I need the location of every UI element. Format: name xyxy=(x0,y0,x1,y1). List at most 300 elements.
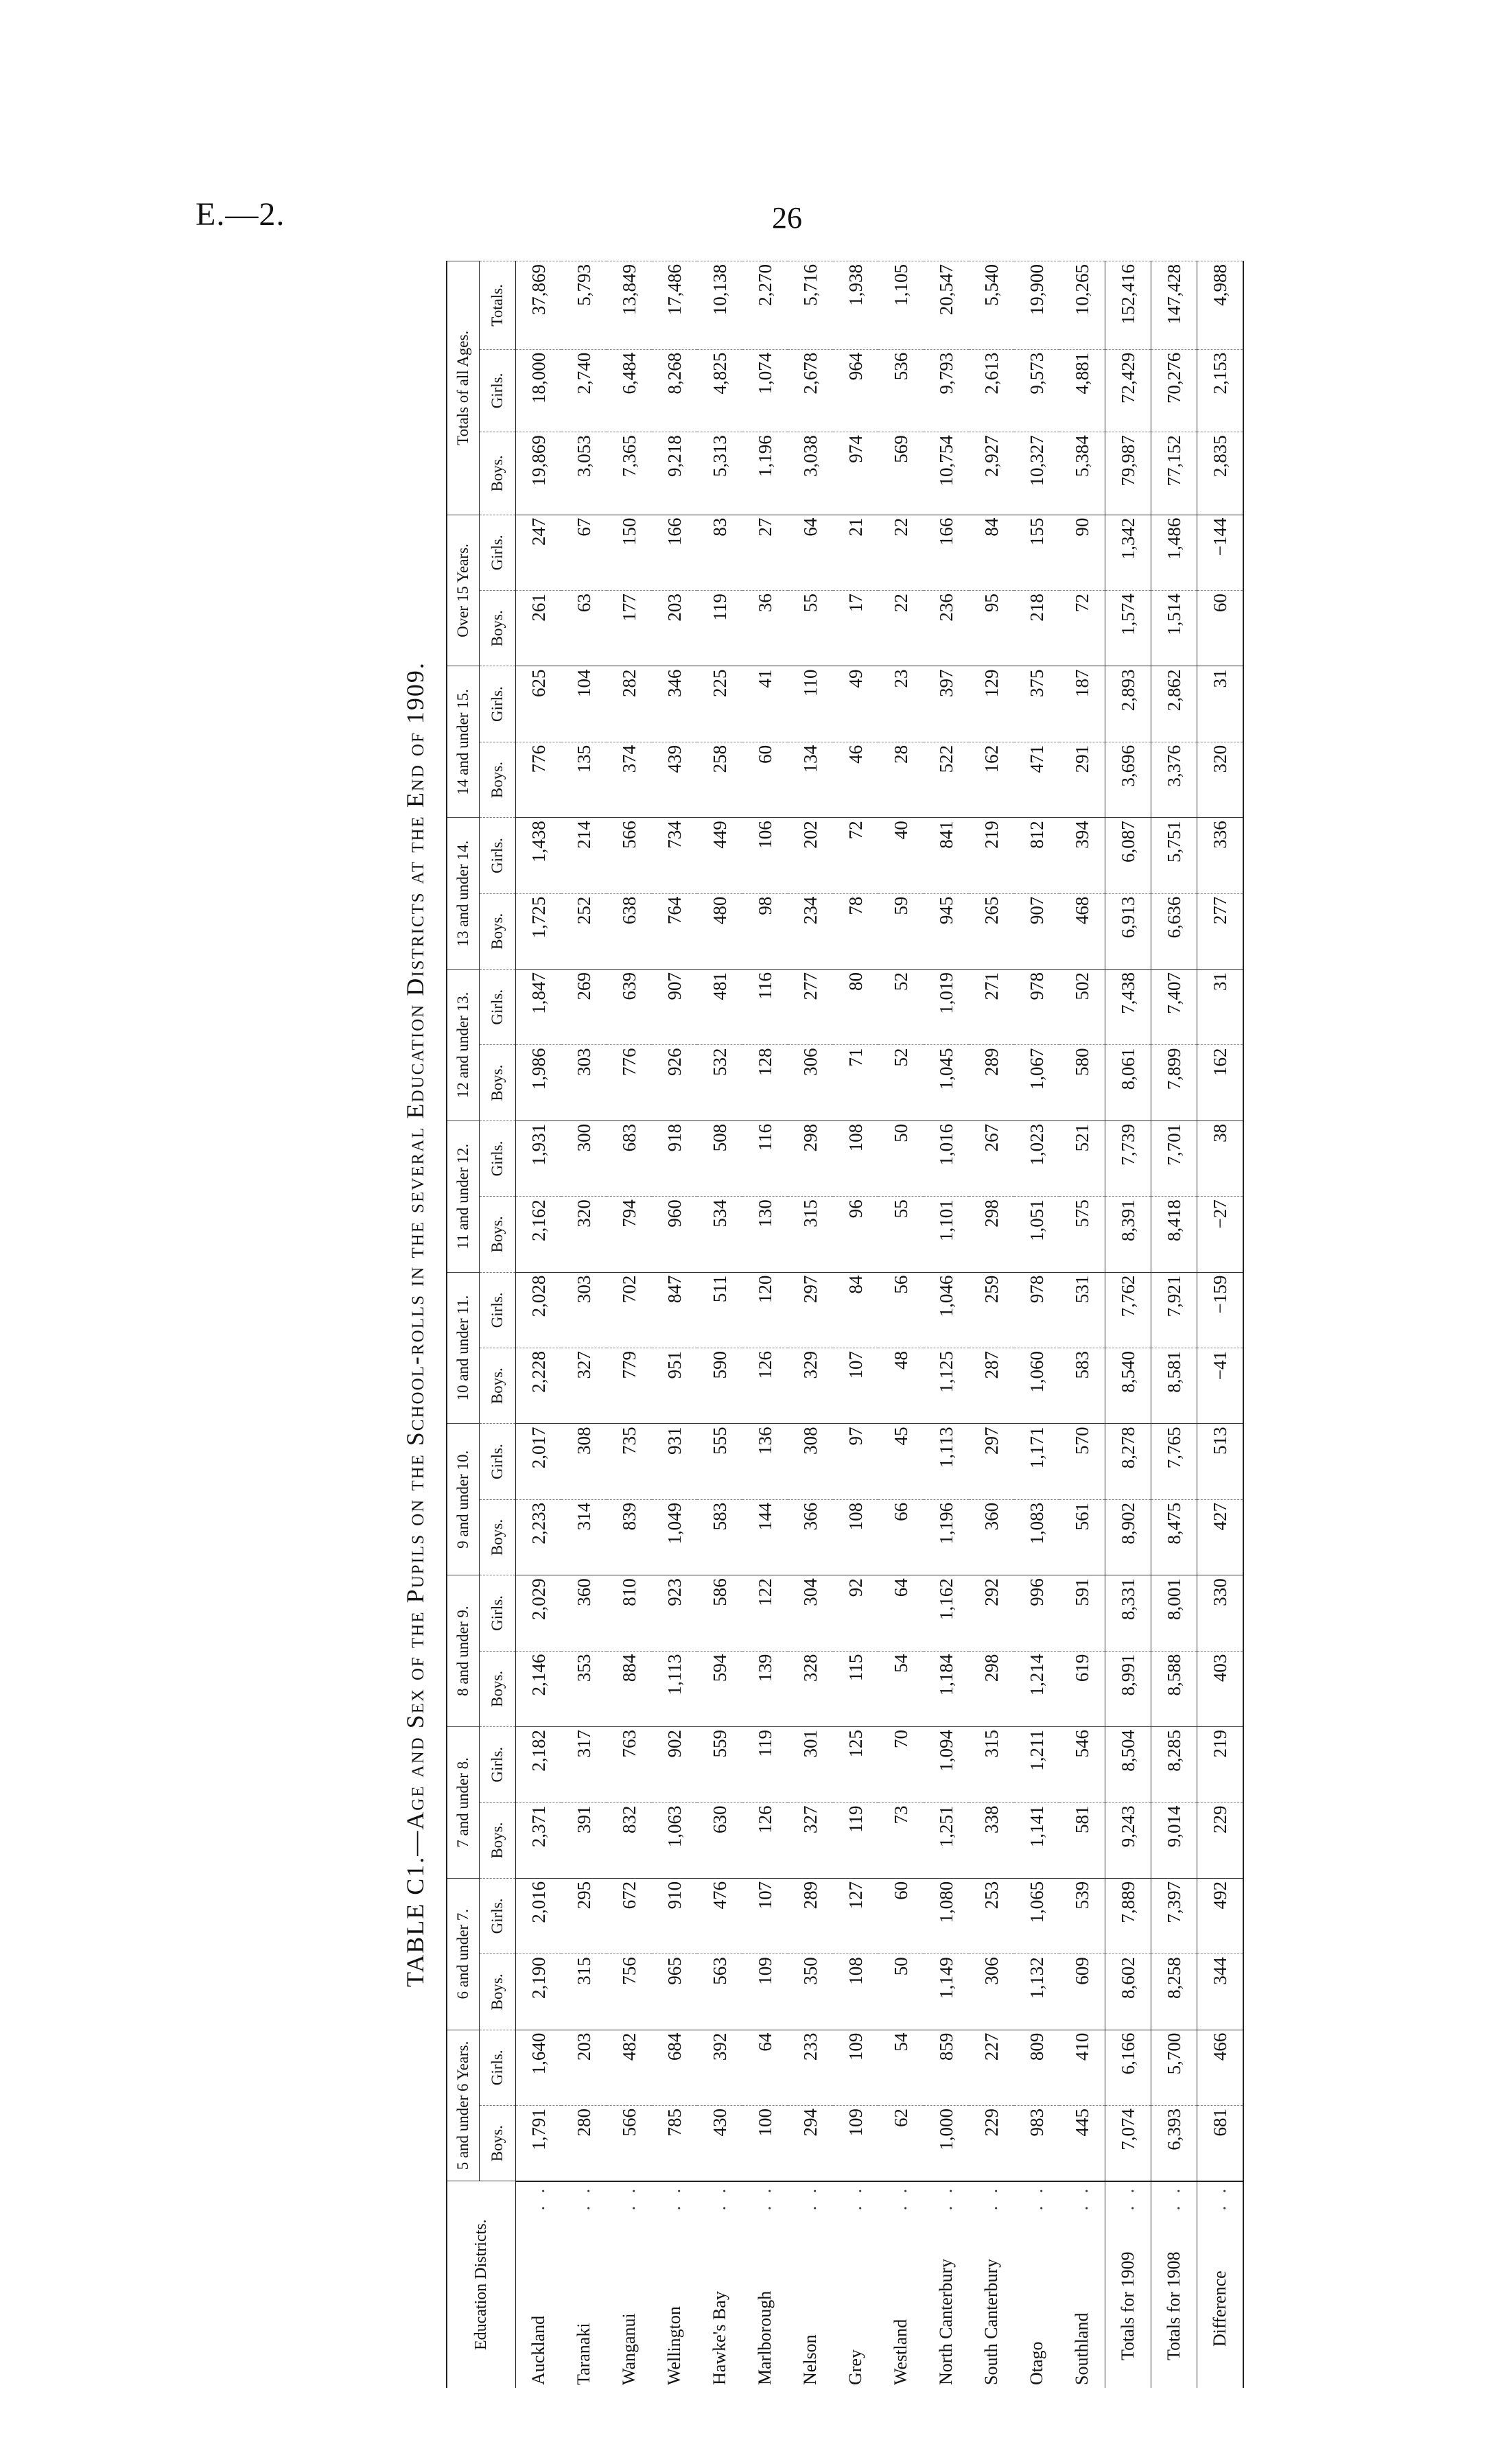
value-cell: 7,889 xyxy=(1105,1878,1151,1953)
value-cell: 2,678 xyxy=(788,349,833,432)
value-cell: 619 xyxy=(1059,1651,1105,1726)
value-cell: 66 xyxy=(878,1499,924,1575)
value-cell: 1,000 xyxy=(924,2106,969,2181)
value-cell: 70 xyxy=(878,1727,924,1803)
value-cell: 360 xyxy=(969,1499,1014,1575)
value-cell: 926 xyxy=(652,1045,697,1120)
table-row xyxy=(788,261,833,2389)
value-cell: 3,038 xyxy=(788,432,833,515)
value-cell: 139 xyxy=(742,1651,788,1726)
value-cell: 776 xyxy=(516,742,562,817)
district-name: Hawke's Bay xyxy=(709,2291,729,2385)
value-cell: 126 xyxy=(742,1803,788,1878)
value-cell: 1,063 xyxy=(652,1803,697,1878)
table-row xyxy=(833,261,878,2389)
value-cell: 6,636 xyxy=(1151,893,1197,969)
value-cell: 1,438 xyxy=(516,818,562,893)
age-group-header: 6 and under 7. xyxy=(447,1878,480,2030)
value-cell: 2,371 xyxy=(516,1803,562,1878)
leader-dots: . . xyxy=(528,2184,548,2211)
value-cell: 350 xyxy=(788,1954,833,2030)
value-cell: 1,080 xyxy=(924,1878,969,1953)
value-cell: 327 xyxy=(561,1348,607,1424)
value-cell: 5,700 xyxy=(1151,2030,1197,2105)
value-cell: 187 xyxy=(1059,666,1105,742)
value-cell: 177 xyxy=(607,591,652,666)
value-cell: 50 xyxy=(878,1120,924,1196)
value-cell: 1,486 xyxy=(1151,515,1197,590)
value-cell: 48 xyxy=(878,1348,924,1424)
value-cell: 4,988 xyxy=(1197,261,1244,350)
value-cell: 945 xyxy=(924,893,969,969)
value-cell: 559 xyxy=(697,1727,742,1803)
girls-subheader: Girls. xyxy=(480,1727,516,1803)
boys-subheader: Boys. xyxy=(480,1045,516,1120)
value-cell: 291 xyxy=(1059,742,1105,817)
value-cell: 910 xyxy=(652,1878,697,1953)
value-cell: 84 xyxy=(969,515,1014,590)
value-cell: 521 xyxy=(1059,1120,1105,1196)
value-cell: 8,278 xyxy=(1105,1424,1151,1499)
value-cell: 476 xyxy=(697,1878,742,1953)
value-cell: 6,913 xyxy=(1105,893,1151,969)
value-cell: 681 xyxy=(1197,2106,1244,2181)
value-cell: 2,893 xyxy=(1105,666,1151,742)
value-cell: 531 xyxy=(1059,1272,1105,1348)
value-cell: 317 xyxy=(561,1727,607,1803)
value-cell: 8,504 xyxy=(1105,1727,1151,1803)
value-cell: 2,028 xyxy=(516,1272,562,1348)
value-cell: 73 xyxy=(878,1803,924,1878)
value-cell: 403 xyxy=(1197,1651,1244,1726)
boys-subheader: Boys. xyxy=(480,1499,516,1575)
value-cell: 258 xyxy=(697,742,742,817)
leader-dots: . . xyxy=(891,2184,911,2211)
value-cell: 2,162 xyxy=(516,1197,562,1272)
value-cell: 907 xyxy=(652,970,697,1045)
value-cell: 328 xyxy=(788,1651,833,1726)
value-cell: 329 xyxy=(788,1348,833,1424)
value-cell: 90 xyxy=(1059,515,1105,590)
district-header: Education Districts. xyxy=(447,2181,516,2388)
value-cell: 5,716 xyxy=(788,261,833,350)
value-cell: 9,793 xyxy=(924,349,969,432)
value-cell: 109 xyxy=(833,2030,878,2105)
value-cell: 6,087 xyxy=(1105,818,1151,893)
boys-subheader: Boys. xyxy=(480,1197,516,1272)
leader-dots: . . xyxy=(981,2184,1001,2211)
district-name: Grey xyxy=(845,2349,865,2385)
value-cell: 684 xyxy=(652,2030,697,2105)
value-cell: 64 xyxy=(742,2030,788,2105)
value-cell: 1,065 xyxy=(1014,1878,1059,1953)
value-cell: −41 xyxy=(1197,1348,1244,1424)
leader-dots: . . xyxy=(1072,2184,1092,2211)
value-cell: 776 xyxy=(607,1045,652,1120)
girls-subheader: Girls. xyxy=(480,349,516,432)
value-cell: 2,182 xyxy=(516,1727,562,1803)
table-row xyxy=(652,261,697,2389)
value-cell: 320 xyxy=(561,1197,607,1272)
value-cell: 375 xyxy=(1014,666,1059,742)
value-cell: 960 xyxy=(652,1197,697,1272)
value-cell: 1,101 xyxy=(924,1197,969,1272)
value-cell: 2,228 xyxy=(516,1348,562,1424)
value-cell: 2,190 xyxy=(516,1954,562,2030)
leader-dots: . . xyxy=(1118,2184,1138,2211)
value-cell: 18,000 xyxy=(516,349,562,432)
value-cell: 996 xyxy=(1014,1575,1059,1651)
value-cell: 492 xyxy=(1197,1878,1244,1953)
value-cell: 1,514 xyxy=(1151,591,1197,666)
value-cell: 546 xyxy=(1059,1727,1105,1803)
value-cell: 1,214 xyxy=(1014,1651,1059,1726)
district-name-cell xyxy=(561,2181,607,2388)
value-cell: 60 xyxy=(1197,591,1244,666)
value-cell: 37,869 xyxy=(516,261,562,350)
value-cell: 513 xyxy=(1197,1424,1244,1499)
value-cell: 289 xyxy=(788,1878,833,1953)
value-cell: 566 xyxy=(607,2106,652,2181)
value-cell: 394 xyxy=(1059,818,1105,893)
value-cell: 64 xyxy=(788,515,833,590)
value-cell: 2,270 xyxy=(742,261,788,350)
value-cell: 265 xyxy=(969,893,1014,969)
value-cell: 84 xyxy=(833,1272,878,1348)
value-cell: 50 xyxy=(878,1954,924,2030)
district-name-cell xyxy=(924,2181,969,2388)
value-cell: 563 xyxy=(697,1954,742,2030)
value-cell: 6,393 xyxy=(1151,2106,1197,2181)
value-cell: 292 xyxy=(969,1575,1014,1651)
value-cell: 471 xyxy=(1014,742,1059,817)
value-cell: 109 xyxy=(833,2106,878,2181)
value-cell: 287 xyxy=(969,1348,1014,1424)
leader-dots: . . xyxy=(709,2184,729,2211)
value-cell: 1,171 xyxy=(1014,1424,1059,1499)
table-row xyxy=(1059,261,1105,2389)
value-cell: 60 xyxy=(878,1878,924,1953)
value-cell: 1,060 xyxy=(1014,1348,1059,1424)
value-cell: 327 xyxy=(788,1803,833,1878)
value-cell: 923 xyxy=(652,1575,697,1651)
value-cell: 539 xyxy=(1059,1878,1105,1953)
value-cell: 9,573 xyxy=(1014,349,1059,432)
value-cell: 1,141 xyxy=(1014,1803,1059,1878)
value-cell: 315 xyxy=(969,1727,1014,1803)
value-cell: 1,791 xyxy=(516,2106,562,2181)
district-name-cell xyxy=(1197,2181,1244,2388)
value-cell: 134 xyxy=(788,742,833,817)
value-cell: 104 xyxy=(561,666,607,742)
value-cell: 77,152 xyxy=(1151,432,1197,515)
value-cell: 28 xyxy=(878,742,924,817)
value-cell: 21 xyxy=(833,515,878,590)
value-cell: 918 xyxy=(652,1120,697,1196)
value-cell: 267 xyxy=(969,1120,1014,1196)
value-cell: 71 xyxy=(833,1045,878,1120)
value-cell: 1,574 xyxy=(1105,591,1151,666)
value-cell: 1,149 xyxy=(924,1954,969,2030)
value-cell: 22 xyxy=(878,515,924,590)
age-group-header: 9 and under 10. xyxy=(447,1424,480,1575)
value-cell: 41 xyxy=(742,666,788,742)
value-cell: 841 xyxy=(924,818,969,893)
value-cell: 60 xyxy=(742,742,788,817)
table-row xyxy=(1014,261,1059,2389)
value-cell: 346 xyxy=(652,666,697,742)
value-cell: 130 xyxy=(742,1197,788,1272)
value-cell: 303 xyxy=(561,1272,607,1348)
value-cell: 8,602 xyxy=(1105,1954,1151,2030)
district-name-cell xyxy=(833,2181,878,2388)
value-cell: 236 xyxy=(924,591,969,666)
value-cell: 8,475 xyxy=(1151,1499,1197,1575)
district-name-cell xyxy=(1014,2181,1059,2388)
value-cell: 23 xyxy=(878,666,924,742)
value-cell: 320 xyxy=(1197,742,1244,817)
value-cell: 100 xyxy=(742,2106,788,2181)
value-cell: 1,074 xyxy=(742,349,788,432)
leader-dots: . . xyxy=(1026,2184,1046,2211)
girls-subheader: Girls. xyxy=(480,1878,516,1953)
leader-dots: . . xyxy=(845,2184,865,2211)
value-cell: 884 xyxy=(607,1651,652,1726)
district-name: Totals for 1908 xyxy=(1164,2251,1184,2360)
value-cell: 166 xyxy=(652,515,697,590)
value-cell: 1,184 xyxy=(924,1651,969,1726)
value-cell: 360 xyxy=(561,1575,607,1651)
value-cell: 19,869 xyxy=(516,432,562,515)
value-cell: 202 xyxy=(788,818,833,893)
value-cell: 2,146 xyxy=(516,1651,562,1726)
value-cell: 64 xyxy=(878,1575,924,1651)
value-cell: 8,285 xyxy=(1151,1727,1197,1803)
table-title-text: Age and Sex of the Pupils on the School-rolls in the several Education Districts at the End of 1909. xyxy=(401,661,429,1830)
value-cell: 109 xyxy=(742,1954,788,2030)
value-cell: 162 xyxy=(1197,1045,1244,1120)
value-cell: 591 xyxy=(1059,1575,1105,1651)
value-cell: 812 xyxy=(1014,818,1059,893)
value-cell: 54 xyxy=(878,1651,924,1726)
district-name-cell xyxy=(742,2181,788,2388)
value-cell: 575 xyxy=(1059,1197,1105,1272)
value-cell: 135 xyxy=(561,742,607,817)
value-cell: 269 xyxy=(561,970,607,1045)
value-cell: 366 xyxy=(788,1499,833,1575)
value-cell: 5,793 xyxy=(561,261,607,350)
difference-row xyxy=(1197,261,1244,2389)
value-cell: 353 xyxy=(561,1651,607,1726)
sex-subheader-row xyxy=(480,261,516,2389)
table-body xyxy=(516,261,1244,2389)
value-cell: 214 xyxy=(561,818,607,893)
value-cell: 271 xyxy=(969,970,1014,1045)
value-cell: 55 xyxy=(788,591,833,666)
value-cell: 152,416 xyxy=(1105,261,1151,350)
value-cell: 1,094 xyxy=(924,1727,969,1803)
value-cell: 1,211 xyxy=(1014,1727,1059,1803)
value-cell: 7,701 xyxy=(1151,1120,1197,1196)
page-code: E.—2. xyxy=(196,196,285,233)
value-cell: 1,113 xyxy=(652,1651,697,1726)
value-cell: 410 xyxy=(1059,2030,1105,2105)
value-cell: 3,053 xyxy=(561,432,607,515)
value-cell: 638 xyxy=(607,893,652,969)
value-cell: 430 xyxy=(697,2106,742,2181)
value-cell: 931 xyxy=(652,1424,697,1499)
value-cell: 7,739 xyxy=(1105,1120,1151,1196)
value-cell: 304 xyxy=(788,1575,833,1651)
value-cell: 38 xyxy=(1197,1120,1244,1196)
value-cell: 594 xyxy=(697,1651,742,1726)
value-cell: 108 xyxy=(833,1120,878,1196)
value-cell: 247 xyxy=(516,515,562,590)
value-cell: 315 xyxy=(561,1954,607,2030)
value-cell: 55 xyxy=(878,1197,924,1272)
value-cell: 466 xyxy=(1197,2030,1244,2105)
age-group-header: 11 and under 12. xyxy=(447,1120,480,1272)
value-cell: 5,313 xyxy=(697,432,742,515)
value-cell: 7,438 xyxy=(1105,970,1151,1045)
value-cell: 8,331 xyxy=(1105,1575,1151,1651)
value-cell: 5,384 xyxy=(1059,432,1105,515)
value-cell: 702 xyxy=(607,1272,652,1348)
value-cell: 10,265 xyxy=(1059,261,1105,350)
value-cell: 52 xyxy=(878,970,924,1045)
value-cell: 308 xyxy=(561,1424,607,1499)
value-cell: −27 xyxy=(1197,1197,1244,1272)
value-cell: 847 xyxy=(652,1272,697,1348)
value-cell: 282 xyxy=(607,666,652,742)
value-cell: 391 xyxy=(561,1803,607,1878)
value-cell: 7,765 xyxy=(1151,1424,1197,1499)
value-cell: 297 xyxy=(969,1424,1014,1499)
value-cell: 203 xyxy=(561,2030,607,2105)
district-name: Nelson xyxy=(800,2334,820,2385)
value-cell: 10,138 xyxy=(697,261,742,350)
boys-subheader: Boys. xyxy=(480,893,516,969)
district-name: Difference xyxy=(1210,2271,1230,2347)
value-cell: 8,001 xyxy=(1151,1575,1197,1651)
value-cell: 764 xyxy=(652,893,697,969)
value-cell: 978 xyxy=(1014,1272,1059,1348)
girls-subheader: Girls. xyxy=(480,1120,516,1196)
value-cell: 261 xyxy=(516,591,562,666)
value-cell: 951 xyxy=(652,1348,697,1424)
value-cell: 2,613 xyxy=(969,349,1014,432)
value-cell: 300 xyxy=(561,1120,607,1196)
value-cell: 303 xyxy=(561,1045,607,1120)
value-cell: 219 xyxy=(969,818,1014,893)
value-cell: 7,921 xyxy=(1151,1272,1197,1348)
value-cell: 2,233 xyxy=(516,1499,562,1575)
value-cell: 1,251 xyxy=(924,1803,969,1878)
value-cell: 40 xyxy=(878,818,924,893)
value-cell: 7,762 xyxy=(1105,1272,1151,1348)
value-cell: 52 xyxy=(878,1045,924,1120)
value-cell: 779 xyxy=(607,1348,652,1424)
district-name-cell xyxy=(788,2181,833,2388)
value-cell: 144 xyxy=(742,1499,788,1575)
value-cell: 106 xyxy=(742,818,788,893)
value-cell: 625 xyxy=(516,666,562,742)
value-cell: 978 xyxy=(1014,970,1059,1045)
value-cell: 128 xyxy=(742,1045,788,1120)
value-cell: 2,740 xyxy=(561,349,607,432)
value-cell: 108 xyxy=(833,1954,878,2030)
value-cell: 27 xyxy=(742,515,788,590)
value-cell: 965 xyxy=(652,1954,697,2030)
value-cell: 252 xyxy=(561,893,607,969)
value-cell: 907 xyxy=(1014,893,1059,969)
value-cell: 2,835 xyxy=(1197,432,1244,515)
value-cell: 125 xyxy=(833,1727,878,1803)
value-cell: 1,049 xyxy=(652,1499,697,1575)
value-cell: 9,218 xyxy=(652,432,697,515)
value-cell: 561 xyxy=(1059,1499,1105,1575)
value-cell: 162 xyxy=(969,742,1014,817)
table-row xyxy=(969,261,1014,2389)
value-cell: 482 xyxy=(607,2030,652,2105)
girls-subheader: Girls. xyxy=(480,1575,516,1651)
value-cell: 508 xyxy=(697,1120,742,1196)
value-cell: −144 xyxy=(1197,515,1244,590)
value-cell: 3,696 xyxy=(1105,742,1151,817)
value-cell: 672 xyxy=(607,1878,652,1953)
value-cell: 1,196 xyxy=(742,432,788,515)
girls-subheader: Girls. xyxy=(480,2030,516,2105)
value-cell: 8,258 xyxy=(1151,1954,1197,2030)
value-cell: 80 xyxy=(833,970,878,1045)
value-cell: 336 xyxy=(1197,818,1244,893)
value-cell: 581 xyxy=(1059,1803,1105,1878)
value-cell: 218 xyxy=(1014,591,1059,666)
value-cell: 609 xyxy=(1059,1954,1105,2030)
value-cell: 7,074 xyxy=(1105,2106,1151,2181)
district-name: Southland xyxy=(1072,2312,1092,2385)
totals-subheader: Totals. xyxy=(480,261,516,350)
value-cell: 511 xyxy=(697,1272,742,1348)
value-cell: 120 xyxy=(742,1272,788,1348)
leader-dots: . . xyxy=(936,2184,956,2211)
value-cell: 1,125 xyxy=(924,1348,969,1424)
value-cell: 566 xyxy=(607,818,652,893)
value-cell: 253 xyxy=(969,1878,1014,1953)
value-cell: 1,342 xyxy=(1105,515,1151,590)
table-row xyxy=(742,261,788,2389)
value-cell: 107 xyxy=(833,1348,878,1424)
value-cell: 2,029 xyxy=(516,1575,562,1651)
value-cell: 7,407 xyxy=(1151,970,1197,1045)
value-cell: 374 xyxy=(607,742,652,817)
value-cell: 56 xyxy=(878,1272,924,1348)
value-cell: 63 xyxy=(561,591,607,666)
table-row xyxy=(924,261,969,2389)
value-cell: 301 xyxy=(788,1727,833,1803)
value-cell: 338 xyxy=(969,1803,1014,1878)
value-cell: 4,881 xyxy=(1059,349,1105,432)
leader-dots: . . xyxy=(619,2184,639,2211)
value-cell: 1,725 xyxy=(516,893,562,969)
value-cell: 1,931 xyxy=(516,1120,562,1196)
table-row xyxy=(607,261,652,2389)
value-cell: 110 xyxy=(788,666,833,742)
value-cell: 203 xyxy=(652,591,697,666)
value-cell: 1,067 xyxy=(1014,1045,1059,1120)
girls-subheader: Girls. xyxy=(480,818,516,893)
value-cell: 468 xyxy=(1059,893,1105,969)
